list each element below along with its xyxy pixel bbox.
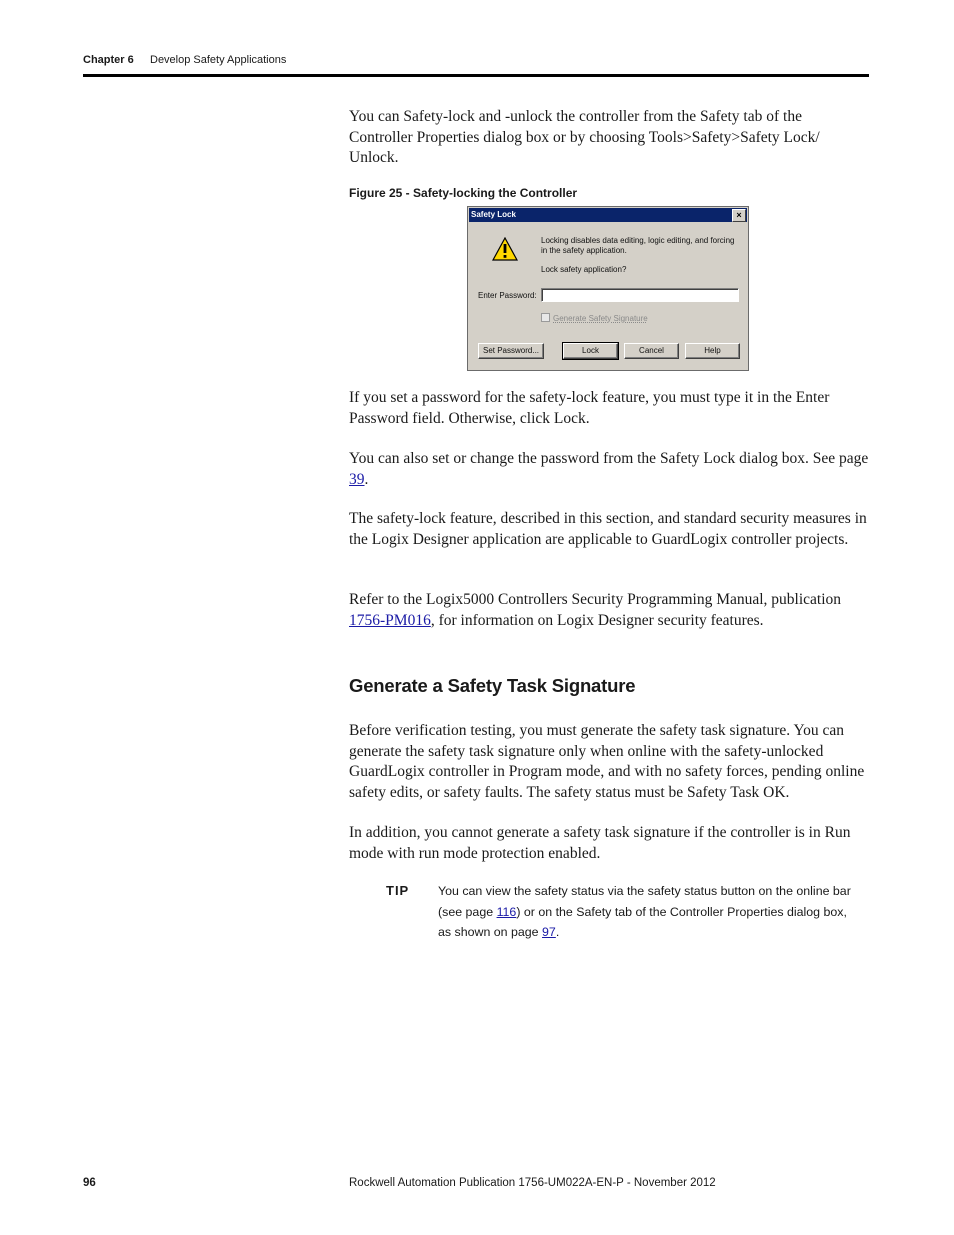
page-number: 96 bbox=[83, 1177, 96, 1189]
chapter-label: Chapter 6 bbox=[83, 54, 134, 66]
generate-signature-label: Generate Safety Signature bbox=[553, 314, 648, 323]
password-paragraph: If you set a password for the safety-lock feature, you must type it in the Enter Password field. Otherwise, click Lock. bbox=[349, 389, 830, 427]
tip-page-link[interactable]: 116 bbox=[496, 904, 517, 919]
cancel-button[interactable]: Cancel bbox=[624, 343, 679, 359]
signature-paragraph: Before verification testing, you must generate the safety task signature. You can generate the safety task signature only when online with the safety-unlocked GuardLogix controller in Program mode, and with no safety forces, pending online safety edits, or safety faults. The safety status must be Safety Task OK. bbox=[349, 722, 865, 801]
safety-lock-dialog bbox=[467, 206, 749, 371]
set-password-paragraph bbox=[349, 449, 869, 490]
tip-page-link[interactable]: 97 bbox=[542, 925, 556, 939]
page-link[interactable]: 39 bbox=[349, 470, 365, 488]
paragraph-text: You can also set or change the password from the Safety Lock dialog box. See page bbox=[349, 450, 869, 467]
section-heading: Generate a Safety Task Signature bbox=[349, 675, 636, 696]
publication-info: Rockwell Automation Publication 1756-UM022A-EN-P - November 2012 bbox=[349, 1177, 716, 1189]
header-rule bbox=[83, 74, 869, 77]
dialog-title: Safety Lock bbox=[471, 210, 516, 219]
dialog-title-bar bbox=[469, 208, 747, 222]
paragraph-text: , for information on Logix Designer security features. bbox=[430, 611, 764, 629]
generate-signature-option bbox=[541, 313, 648, 323]
tip-label: TIP bbox=[386, 883, 410, 898]
password-input[interactable] bbox=[541, 288, 739, 302]
publication-link[interactable]: 1756-PM016 bbox=[349, 611, 431, 629]
warning-icon bbox=[492, 237, 518, 261]
tip-text-part: ) or on the Safety tab of the Controller Properties dialog box, as shown on page bbox=[438, 904, 847, 939]
close-icon[interactable]: × bbox=[732, 209, 746, 222]
paragraph-text: . bbox=[364, 470, 369, 488]
dialog-question: Lock safety application? bbox=[541, 265, 627, 274]
lock-button[interactable]: Lock bbox=[563, 343, 618, 359]
paragraph-text: Refer to the Logix5000 Controllers Security Programming Manual, publication bbox=[349, 591, 842, 608]
run-mode-paragraph: In addition, you cannot generate a safety task signature if the controller is in Run mode with run mode protection enabled. bbox=[349, 824, 851, 862]
tip-text-part: You can view the safety status via the safety status button on the online bar (see page bbox=[438, 884, 851, 919]
help-button[interactable]: Help bbox=[685, 343, 740, 359]
chapter-title: Develop Safety Applications bbox=[150, 54, 287, 66]
tip-text-part: . bbox=[555, 925, 560, 939]
tip-text bbox=[438, 881, 863, 943]
password-label: Enter Password: bbox=[478, 291, 537, 300]
set-password-button[interactable]: Set Password... bbox=[478, 343, 544, 359]
generate-signature-checkbox[interactable] bbox=[541, 313, 550, 322]
intro-paragraph: You can Safety-lock and -unlock the controller from the Safety tab of the Controller Properties dialog box or by choosing Tools>Safety>Safety Lock/ Unlock. bbox=[349, 108, 820, 166]
security-paragraph: The safety-lock feature, described in this section, and standard security measures in the Logix Designer application are applicable to GuardLogix controller projects. bbox=[349, 510, 867, 548]
reference-paragraph bbox=[349, 590, 869, 631]
dialog-message: Locking disables data editing, logic editing, and forcing in the safety application. bbox=[541, 236, 735, 255]
figure-caption: Figure 25 - Safety-locking the Controller bbox=[349, 186, 578, 200]
